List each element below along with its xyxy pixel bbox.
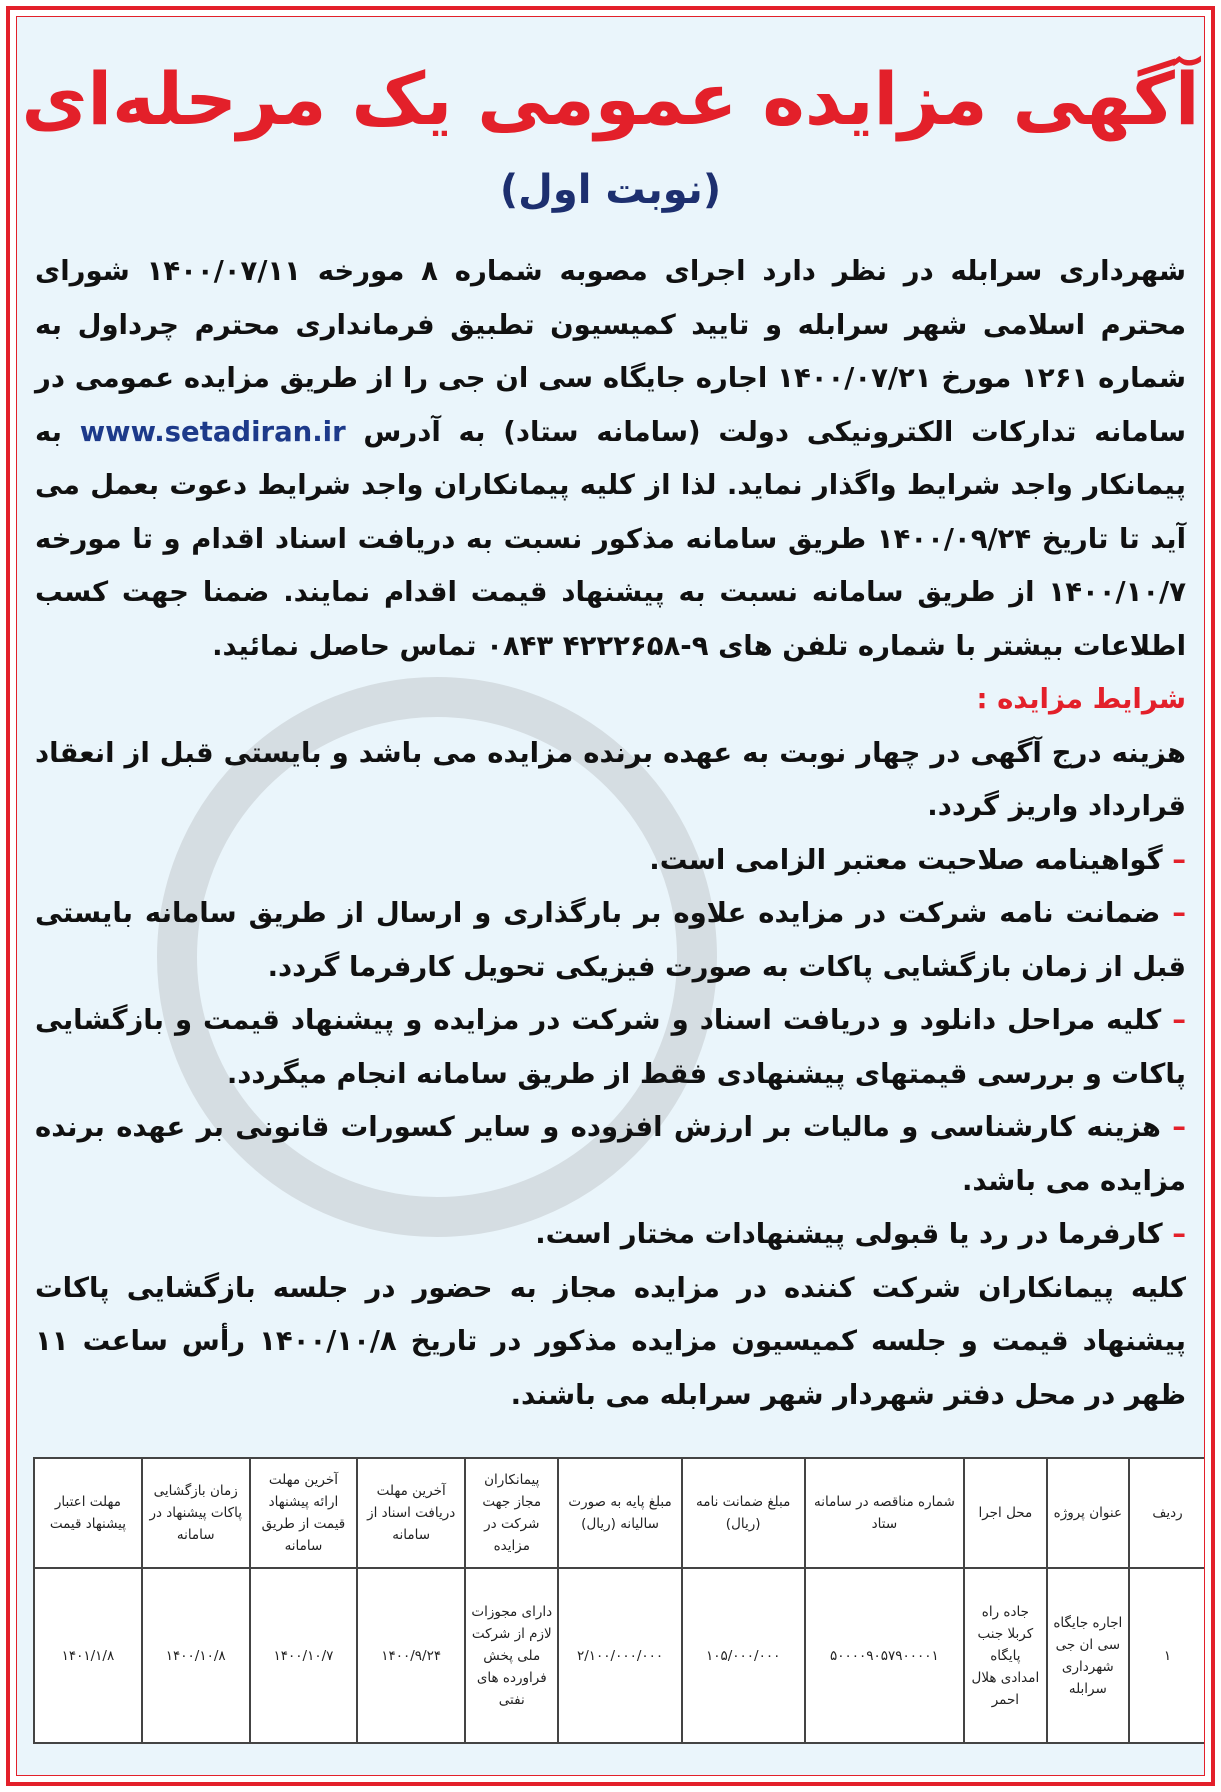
condition-5	[35, 1101, 1186, 1208]
dash: –	[1172, 1111, 1187, 1143]
condition-text: کارفرما در رد یا قبولی پیشنهادات مختار است.	[535, 1218, 1163, 1250]
auction-table	[33, 1457, 1205, 1744]
table-cell: ۲/۱۰۰/۰۰۰/۰۰۰	[558, 1568, 681, 1743]
table-row	[34, 1568, 1205, 1743]
intro-text-2: به پیمانکار واجد شرایط واگذار نماید. لذا از کلیه پیمانکاران واجد شرایط دعوت بعمل می آید تا تاریخ ۱۴۰۰/۰۹/۲۴ طریق سامانه مذکور نسبت به دریافت اسناد اقدام و تا مورخه ۱۴۰۰/۱۰/۷ از طریق سامانه نسبت به پیشنهاد قیمت اقدام نمایند. ضمنا جهت کسب اطلاعات بیشتر با شماره تلفن های ۹-۴۲۲۲۶۵۸ ۰۸۴۳ تماس حاصل نمائید.	[35, 415, 1187, 662]
condition-1: هزینه درج آگهی در چهار نوبت به عهده برنده مزایده می باشد و بایستی قبل از انعقاد قرارداد واریز گردد.	[35, 736, 1186, 822]
intro-text: شهرداری سرابله در نظر دارد اجرای مصوبه شماره ۸ مورخه ۱۴۰۰/۰۷/۱۱ شورای محترم اسلامی شهر سرابله و تایید کمیسیون تطبیق فرمانداری محترم چرداول به شماره ۱۲۶۱ مورخ ۱۴۰۰/۰۷/۲۱ اجاره جایگاه سی ان جی را از طریق مزایده عمومی در سامانه تدارکات الکترونیکی دولت (سامانه ستاد) به آدرس	[35, 255, 1186, 448]
column-header: شماره مناقصه در سامانه ستاد	[805, 1458, 964, 1568]
ad-frame	[6, 6, 1215, 1786]
condition-2	[35, 834, 1186, 888]
table-cell: ۱۴۰۰/۱۰/۸	[142, 1568, 250, 1743]
condition-text: هزینه کارشناسی و مالیات بر ارزش افزوده و سایر کسورات قانونی بر عهده برنده مزایده می باشد.	[35, 1111, 1186, 1197]
table-cell: ۱	[1129, 1568, 1205, 1743]
condition-4	[35, 994, 1186, 1101]
dash: –	[1172, 1218, 1186, 1250]
dash: –	[1172, 897, 1186, 929]
table-cell: ۱۴۰۰/۱۰/۷	[250, 1568, 358, 1743]
column-header: محل اجرا	[964, 1458, 1046, 1568]
column-header: پیمانکاران مجاز جهت شرکت در مزایده	[465, 1458, 558, 1568]
condition-text: ضمانت نامه شرکت در مزایده علاوه بر بارگذاری و ارسال از طریق سامانه بایستی قبل از زمان بازگشایی پاکات به صورت فیزیکی تحویل کارفرما گردد.	[35, 897, 1186, 983]
conditions-title: شرایط مزایده :	[976, 683, 1186, 715]
condition-3	[35, 887, 1186, 994]
ad-body	[16, 16, 1205, 1776]
table-cell: ۵۰۰۰۰۹۰۵۷۹۰۰۰۰۱	[805, 1568, 964, 1743]
table-cell: ۱۴۰۱/۱/۸	[34, 1568, 142, 1743]
table-cell: ۱۴۰۰/۹/۲۴	[357, 1568, 465, 1743]
dash: –	[1172, 843, 1186, 876]
condition-6	[35, 1208, 1186, 1262]
column-header: مهلت اعتبار پیشنهاد قیمت	[34, 1458, 142, 1568]
ad-text	[35, 245, 1186, 1422]
ad-subtitle: (نوبت اول)	[499, 167, 722, 213]
column-header: مبلغ ضمانت نامه (ریال)	[682, 1458, 805, 1568]
table-cell: ۱۰۵/۰۰۰/۰۰۰	[682, 1568, 805, 1743]
ad-title: آگهی مزایده عمومی یک مرحله‌ای	[21, 57, 1200, 141]
setadiran-link[interactable]: www.setadiran.ir	[79, 415, 346, 448]
column-header: زمان بازگشایی پاکات پیشنهاد در سامانه	[142, 1458, 250, 1568]
column-header: آخرین مهلت ارائه پیشنهاد قیمت از طریق سامانه	[250, 1458, 358, 1568]
column-header: مبلغ پایه به صورت سالیانه (ریال)	[558, 1458, 681, 1568]
table-header-row	[34, 1458, 1205, 1568]
final-paragraph: کلیه پیمانکاران شرکت کننده در مزایده مجاز به حضور در جلسه بازگشایی پاکات پیشنهاد قیمت و جلسه کمیسیون مزایده مذکور در تاریخ ۱۴۰۰/۱۰/۸ رأس ساعت ۱۱ ظهر در محل دفتر شهردار شهر سرابله می باشند.	[35, 1271, 1186, 1411]
table-cell: دارای مجوزات لازم از شرکت ملی پخش فراورده های نفتی	[465, 1568, 558, 1743]
table-cell: اجاره جایگاه سی ان جی شهرداری سرابله	[1047, 1568, 1129, 1743]
intro-paragraph	[35, 245, 1186, 673]
column-header: عنوان پروژه	[1047, 1458, 1129, 1568]
dash: –	[1172, 1004, 1187, 1036]
column-header: آخرین مهلت دریافت اسناد از سامانه	[357, 1458, 465, 1568]
table-cell: جاده راه کربلا جنب پایگاه امدادی هلال احمر	[964, 1568, 1046, 1743]
condition-text: گواهینامه صلاحیت معتبر الزامی است.	[649, 843, 1163, 876]
condition-text: کلیه مراحل دانلود و دریافت اسناد و شرکت در مزایده و پیشنهاد قیمت و بازگشایی پاکات و بررسی قیمتهای پیشنهادی فقط از طریق سامانه انجام میگردد.	[35, 1004, 1186, 1090]
column-header: ردیف	[1129, 1458, 1205, 1568]
